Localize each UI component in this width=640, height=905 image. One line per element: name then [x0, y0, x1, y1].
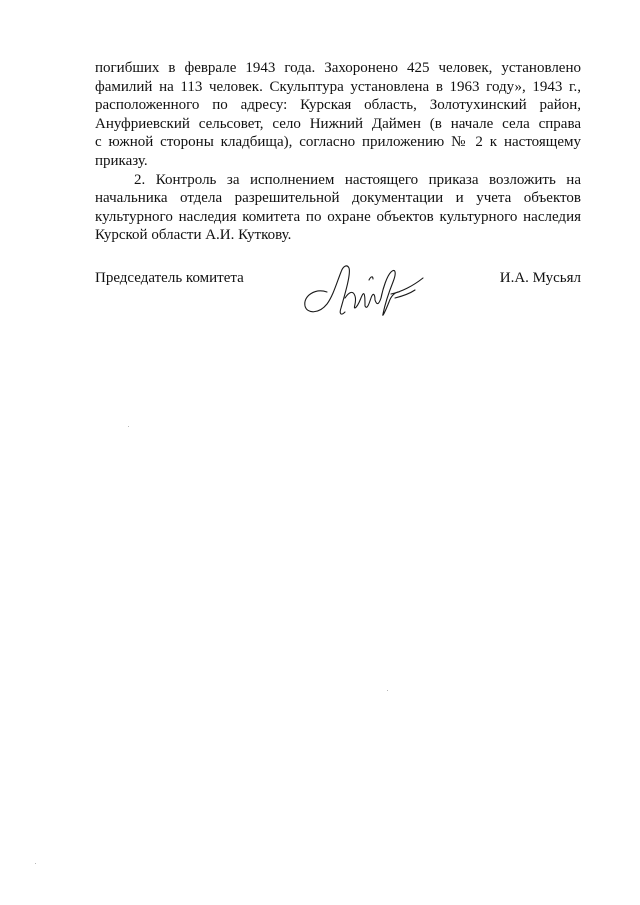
handwritten-signature: [297, 258, 427, 324]
signatory-name: И.А. Мусьял: [499, 270, 581, 286]
paragraph-control-clause: [95, 171, 581, 245]
signature-block: [95, 270, 581, 330]
text-line: расположенного по адресу: Курская область, Золотухинский район,: [95, 97, 581, 114]
text-line: Курской области А.И. Куткову.: [95, 227, 292, 244]
text-line: Ануфриевский сельсовет, село Нижний Даймен (в начале села справа: [95, 115, 581, 132]
scan-speck: [35, 863, 36, 864]
scan-speck: [387, 690, 388, 691]
text-line: фамилий на 113 человек. Скульптура установлена в 1963 году», 1943 г.,: [95, 78, 581, 95]
scan-speck: [128, 426, 129, 427]
text-line: погибших в феврале 1943 года. Захоронено 425 человек, установлено: [95, 60, 581, 76]
text-line: с южной стороны кладбища), согласно приложению № 2 к настоящему: [95, 134, 581, 151]
document-body: [95, 59, 581, 245]
text-line: культурного наследия комитета по охране объектов культурного наследия: [95, 208, 581, 225]
text-line: 2. Контроль за исполнением настоящего приказа возложить на: [134, 171, 581, 188]
text-line: приказу.: [95, 152, 148, 169]
paragraph-memorial-description: [95, 59, 581, 171]
text-line: начальника отдела разрешительной документации и учета объектов: [95, 190, 581, 207]
signatory-position: Председатель комитета: [95, 270, 244, 286]
